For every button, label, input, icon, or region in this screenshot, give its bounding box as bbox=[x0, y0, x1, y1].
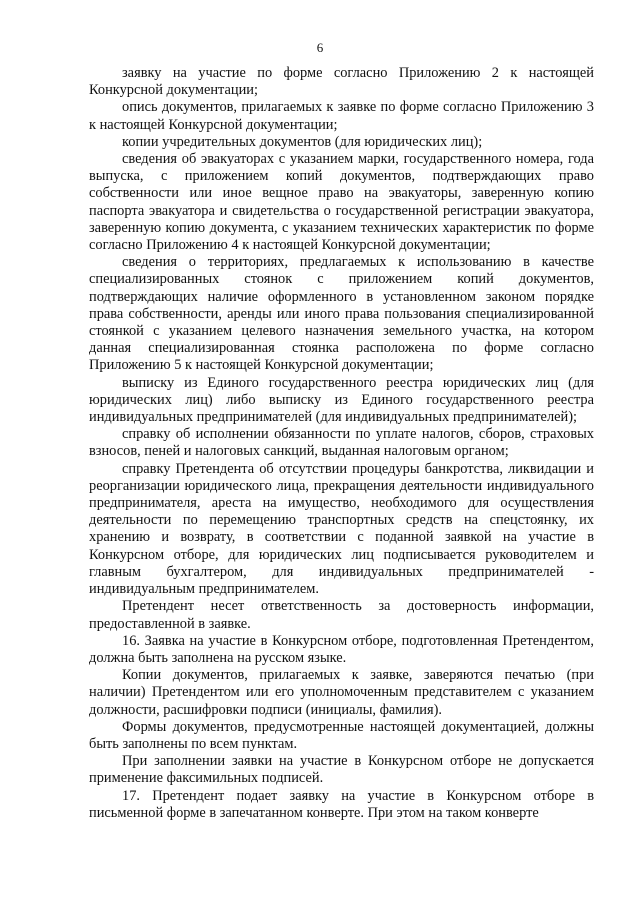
paragraph: сведения о территориях, предлагаемых к использованию в качестве специализированных стоянок с приложением копий документов, подтверждающих наличие оформленного в установленном законом порядке права собственности, аренды или иного права пользования специализированной стоянкой с указанием целевого назначения земельного участка, на котором данная специализированная стоянка расположена по форме согласно Приложению 5 к настоящей Конкурсной документации; bbox=[89, 254, 594, 374]
paragraph: 16. Заявка на участие в Конкурсном отборе, подготовленная Претендентом, должна быть заполнена на русском языке. bbox=[89, 632, 594, 666]
paragraph: выписку из Единого государственного реестра юридических лиц (для юридических лиц) либо выписку из Единого государственного реестра индивидуальных предпринимателей (для индивидуальных предпринимателей); bbox=[89, 374, 594, 426]
paragraph: копии учредительных документов (для юридических лиц); bbox=[122, 133, 483, 150]
paragraph: 17. Претендент подает заявку на участие в Конкурсном отборе в письменной форме в запечатанном конверте. При этом на таком конверте bbox=[89, 787, 594, 821]
paragraph: Копии документов, прилагаемых к заявке, заверяются печатью (при наличии) Претендентом или его уполномоченным представителем с указанием должности, расшифровки подписи (инициалы, фамилия). bbox=[89, 667, 594, 718]
paragraph: заявку на участие по форме согласно Приложению 2 к настоящей Конкурсной документации; bbox=[89, 65, 594, 99]
paragraph: Формы документов, предусмотренные настоящей документацией, должны быть заполнены по всем пунктам. bbox=[89, 718, 594, 752]
paragraph: сведения об эвакуаторах с указанием марки, государственного номера, года выпуска, с приложением копий документов, подтверждающих право собственности или иное вещное право на эвакуаторы, заверенную копию паспорта эвакуатора и свидетельства о государственной регистрации эвакуатора, заверенную копию документа, с указанием технических характеристик по форме согласно Приложению 4 к настоящей Конкурсной документации; bbox=[89, 151, 594, 254]
paragraph: Претендент несет ответственность за достоверность информации, предоставленной в заявке. bbox=[89, 598, 594, 632]
document-body bbox=[89, 65, 594, 822]
paragraph: справку Претендента об отсутствии процедуры банкротства, ликвидации и реорганизации юридического лица, прекращения деятельности индивидуального предпринимателя, ареста на имущество, необходимого для осуществления деятельности по перемещению транспортных средств на спецстоянку, их хранению и возврату, в соответствии с поданной заявкой на участие в Конкурсном отборе, для юридических лиц подписывается руководителем и главным бухгалтером, для индивидуальных предпринимателей - индивидуальным предпринимателем. bbox=[89, 460, 594, 598]
page-number: 6 bbox=[316, 40, 324, 55]
paragraph: При заполнении заявки на участие в Конкурсном отборе не допускается применение факсимильных подписей. bbox=[89, 753, 594, 787]
paragraph: опись документов, прилагаемых к заявке по форме согласно Приложению 3 к настоящей Конкурсной документации; bbox=[89, 99, 594, 133]
paragraph: справку об исполнении обязанности по уплате налогов, сборов, страховых взносов, пеней и налоговых санкций, выданная налоговым органом; bbox=[89, 426, 594, 460]
